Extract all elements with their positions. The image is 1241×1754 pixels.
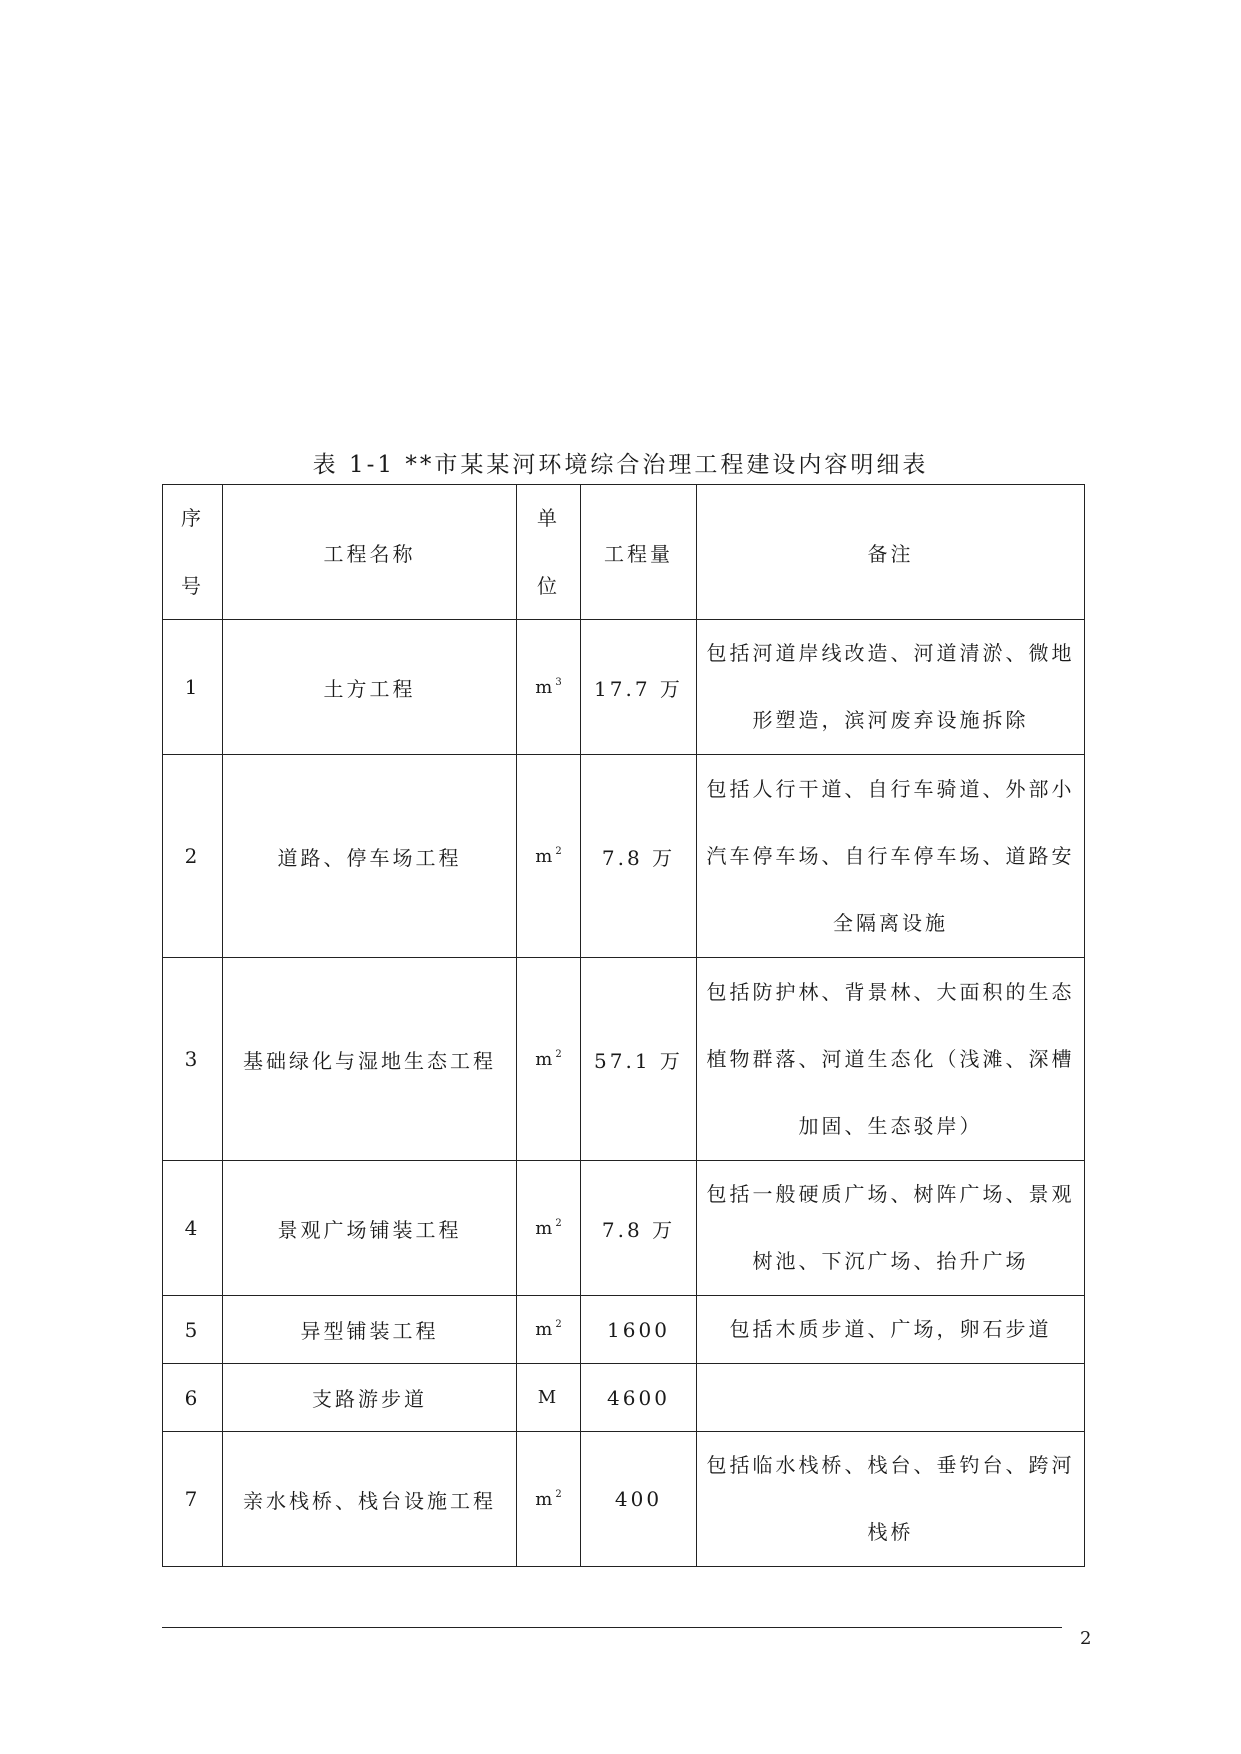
table-row bbox=[163, 620, 1085, 755]
row-quantity: 7.8 万 bbox=[581, 1161, 697, 1296]
row-name: 土方工程 bbox=[223, 620, 517, 755]
row-remark: 包括防护林、背景林、大面积的生态植物群落、河道生态化（浅滩、深槽加固、生态驳岸） bbox=[697, 958, 1085, 1161]
row-remark: 包括木质步道、广场，卵石步道 bbox=[697, 1296, 1085, 1364]
table-row bbox=[163, 1364, 1085, 1432]
table-row bbox=[163, 755, 1085, 958]
row-seq: 4 bbox=[163, 1161, 223, 1296]
header-seq: 序 号 bbox=[163, 485, 223, 620]
row-seq: 3 bbox=[163, 958, 223, 1161]
row-name: 景观广场铺装工程 bbox=[223, 1161, 517, 1296]
row-quantity: 57.1 万 bbox=[581, 958, 697, 1161]
row-remark bbox=[697, 1364, 1085, 1432]
row-seq: 2 bbox=[163, 755, 223, 958]
table-row bbox=[163, 1161, 1085, 1296]
row-unit: M bbox=[517, 1364, 581, 1432]
row-name: 基础绿化与湿地生态工程 bbox=[223, 958, 517, 1161]
footer-divider bbox=[162, 1627, 1062, 1628]
row-unit: $m^2$ bbox=[517, 958, 581, 1161]
header-remark: 备注 bbox=[697, 485, 1085, 620]
header-row bbox=[163, 485, 1085, 620]
row-unit: $m^2$ bbox=[517, 1432, 581, 1567]
row-quantity: 17.7 万 bbox=[581, 620, 697, 755]
row-seq: 7 bbox=[163, 1432, 223, 1567]
construction-detail-table bbox=[162, 484, 1085, 1567]
row-name: 亲水栈桥、栈台设施工程 bbox=[223, 1432, 517, 1567]
row-remark: 包括河道岸线改造、河道清淤、微地形塑造，滨河废弃设施拆除 bbox=[697, 620, 1085, 755]
header-unit: 单 位 bbox=[517, 485, 581, 620]
row-remark: 包括人行干道、自行车骑道、外部小汽车停车场、自行车停车场、道路安全隔离设施 bbox=[697, 755, 1085, 958]
row-seq: 6 bbox=[163, 1364, 223, 1432]
row-name: 支路游步道 bbox=[223, 1364, 517, 1432]
row-seq: 1 bbox=[163, 620, 223, 755]
header-quantity: 工程量 bbox=[581, 485, 697, 620]
row-name: 道路、停车场工程 bbox=[223, 755, 517, 958]
row-unit: $m^3$ bbox=[517, 620, 581, 755]
row-remark: 包括一般硬质广场、树阵广场、景观树池、下沉广场、抬升广场 bbox=[697, 1161, 1085, 1296]
row-seq: 5 bbox=[163, 1296, 223, 1364]
row-unit: $m^2$ bbox=[517, 1296, 581, 1364]
table-row bbox=[163, 1296, 1085, 1364]
row-quantity: 1600 bbox=[581, 1296, 697, 1364]
page-number: 2 bbox=[1080, 1628, 1092, 1649]
row-quantity: 4600 bbox=[581, 1364, 697, 1432]
row-name: 异型铺装工程 bbox=[223, 1296, 517, 1364]
table-row bbox=[163, 1432, 1085, 1567]
row-unit: $m^2$ bbox=[517, 1161, 581, 1296]
row-quantity: 400 bbox=[581, 1432, 697, 1567]
table-caption: 表 1-1 **市某某河环境综合治理工程建设内容明细表 bbox=[312, 452, 929, 478]
row-unit: $m^2$ bbox=[517, 755, 581, 958]
table-row bbox=[163, 958, 1085, 1161]
row-remark: 包括临水栈桥、栈台、垂钓台、跨河栈桥 bbox=[697, 1432, 1085, 1567]
header-name: 工程名称 bbox=[223, 485, 517, 620]
row-quantity: 7.8 万 bbox=[581, 755, 697, 958]
